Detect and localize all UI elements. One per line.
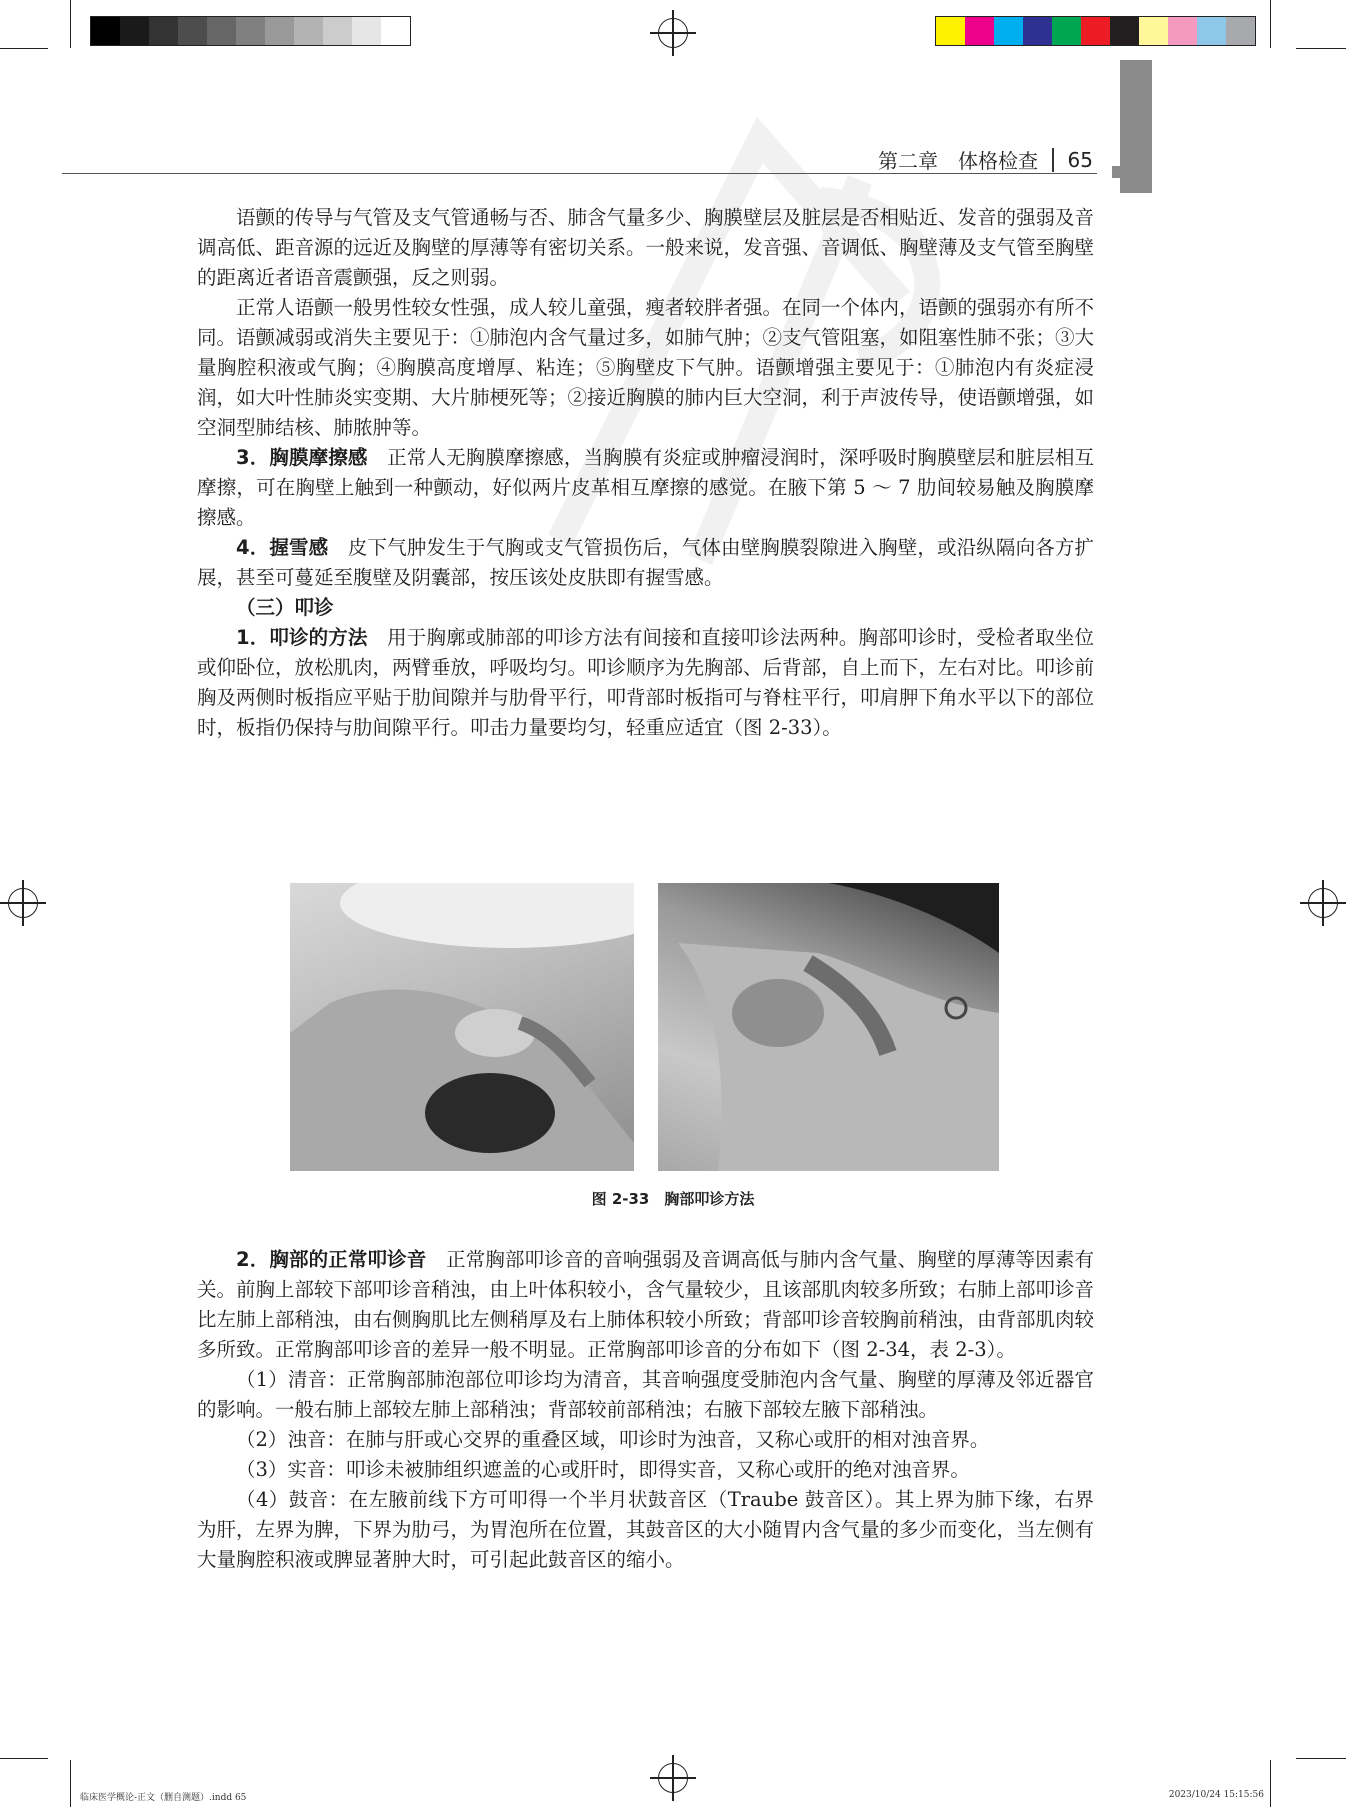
item-text: 正常人无胸膜摩擦感，当胸膜有炎症或肿瘤浸润时，深呼吸时胸膜壁层和脏层相互摩擦，可在胸壁上触到一种颤动，好似两片皮革相互摩擦的感觉。在腋下第 5 ～ 7 肋间较易触及胸膜摩擦感。 <box>197 446 1094 529</box>
header-rule <box>62 173 1097 174</box>
paragraph-item-2 <box>197 1245 1094 1365</box>
gray-swatch <box>323 17 352 45</box>
crop-mark <box>1296 1758 1346 1759</box>
registration-mark-top <box>650 10 696 56</box>
list-item: （2）浊音：在肺与肝或心交界的重叠区域，叩诊时为浊音，又称心或肝的相对浊音界。 <box>236 1428 990 1451</box>
slug-filename: 临床医学概论-正文（删自测题）.indd 65 <box>80 1793 247 1803</box>
gray-swatch <box>91 17 120 45</box>
gray-swatch <box>236 17 265 45</box>
color-swatch <box>936 17 965 45</box>
color-swatch <box>1139 17 1168 45</box>
gray-swatch <box>120 17 149 45</box>
grayscale-bar <box>90 16 411 46</box>
item-heading: 1．叩诊的方法 <box>236 626 368 649</box>
color-swatch <box>1110 17 1139 45</box>
crop-mark <box>1270 0 1271 48</box>
photo-anterior-chest-percussion <box>290 883 634 1171</box>
crop-mark <box>1296 48 1346 49</box>
text-block-lower <box>197 1245 1094 1575</box>
gray-swatch <box>294 17 323 45</box>
color-swatch <box>1081 17 1110 45</box>
paragraph: 语颤的传导与气管及支气管通畅与否、肺含气量多少、胸膜壁层及脏层是否相贴近、发音的强弱及音调高低、距音源的远近及胸壁的厚薄等有密切关系。一般来说，发音强、音调低、胸壁薄及支气管至胸壁的距离近者语音震颤强，反之则弱。 <box>197 206 1095 289</box>
paragraph: 正常人语颤一般男性较女性强，成人较儿童强，瘦者较胖者强。在同一个体内，语颤的强弱亦有所不同。语颤减弱或消失主要见于：①肺泡内含气量过多，如肺气肿；②支气管阻塞，如阻塞性肺不张；③大量胸腔积液或气胸；④胸膜高度增厚、粘连；⑤胸壁皮下气肿。语颤增强主要见于：①肺泡内有炎症浸润，如大叶性肺炎实变期、大片肺梗死等；②接近胸膜的肺内巨大空洞，利于声波传导，使语颤增强，如空洞型肺结核、肺脓肿等。 <box>197 296 1095 439</box>
gray-swatch <box>149 17 178 45</box>
list-item: （3）实音：叩诊未被肺组织遮盖的心或肝时，即得实音，又称心或肝的绝对浊音界。 <box>236 1458 970 1481</box>
figure-caption: 图 2-33 胸部叩诊方法 <box>591 1190 755 1208</box>
list-item: （4）鼓音：在左腋前线下方可叩得一个半月状鼓音区（Traube 鼓音区）。其上界为肺下缘，右界为肝，左界为脾，下界为肋弓，为胃泡所在位置，其鼓音区的大小随胃内含气量的多少而变化，当左侧有大量胸腔积液或脾显著肿大时，可引起此鼓音区的缩小。 <box>197 1488 1095 1571</box>
color-swatch <box>1197 17 1226 45</box>
color-swatch <box>1168 17 1197 45</box>
page-number: 65 <box>1067 147 1093 172</box>
list-item: （1）清音：正常胸部肺泡部位叩诊均为清音，其音响强度受肺泡内含气量、胸壁的厚薄及邻近器官的影响。一般右肺上部较左肺上部稍浊；背部较前部稍浊；右腋下部较左腋下部稍浊。 <box>197 1368 1094 1421</box>
crop-mark <box>0 1758 48 1759</box>
registration-mark-right <box>1300 880 1346 926</box>
text-block-upper <box>197 203 1094 743</box>
color-swatch <box>1023 17 1052 45</box>
gray-swatch <box>352 17 381 45</box>
color-swatch <box>994 17 1023 45</box>
paragraph-item-3 <box>197 443 1094 533</box>
crop-mark <box>1270 1760 1271 1807</box>
item-heading: 2．胸部的正常叩诊音 <box>236 1248 427 1271</box>
slug-timestamp: 2023/10/24 15:15:56 <box>1168 1790 1264 1800</box>
registration-mark-bottom <box>650 1755 696 1801</box>
color-swatch <box>965 17 994 45</box>
paragraph-item-4 <box>197 533 1094 593</box>
photo-posterior-chest-percussion <box>658 883 999 1171</box>
item-text: 正常胸部叩诊音的音响强弱及音调高低与肺内含气量、胸壁的厚薄等因素有关。前胸上部较下部叩诊音稍浊，由上叶体积较小，含气量较少，且该部肌肉较多所致；右肺上部叩诊音比左肺上部稍浊，由右侧胸肌比左侧稍厚及右上肺体积较小所致；背部叩诊音较胸前稍浊，由背部肌肉较多所致。正常胸部叩诊音的差异一般不明显。正常胸部叩诊音的分布如下（图 2-34，表 2-3）。 <box>197 1248 1095 1361</box>
chapter-thumb-tab-nub <box>1112 166 1124 178</box>
section-heading: （三）叩诊 <box>236 596 334 619</box>
gray-swatch <box>265 17 294 45</box>
gray-swatch <box>178 17 207 45</box>
color-bar <box>935 16 1256 46</box>
gray-swatch <box>207 17 236 45</box>
item-text: 皮下气肿发生于气胸或支气管损伤后，气体由壁胸膜裂隙进入胸壁，或沿纵隔向各方扩展，甚至可蔓延至腹壁及阴囊部，按压该处皮肤即有握雪感。 <box>197 536 1094 589</box>
registration-mark-left <box>0 880 46 926</box>
chapter-title: 第二章 体格检查 <box>878 149 1039 173</box>
gray-swatch <box>381 17 410 45</box>
crop-mark <box>70 1760 71 1807</box>
crop-mark <box>70 0 71 48</box>
item-text: 用于胸廓或肺部的叩诊方法有间接和直接叩诊法两种。胸部叩诊时，受检者取坐位或仰卧位，放松肌肉，两臂垂放，呼吸均匀。叩诊顺序为先胸部、后背部，自上而下，左右对比。叩诊前胸及两侧时板指应平贴于肋间隙并与肋骨平行，叩背部时板指可与脊柱平行，叩肩胛下角水平以下的部位时，板指仍保持与肋间隙平行。叩击力量要均匀，轻重应适宜（图 2-33）。 <box>197 626 1095 739</box>
paragraph-item-1 <box>197 623 1094 743</box>
item-heading: 4．握雪感 <box>236 536 329 559</box>
color-swatch <box>1052 17 1081 45</box>
item-heading: 3．胸膜摩擦感 <box>236 446 368 469</box>
running-header <box>878 145 1093 174</box>
crop-mark <box>0 48 48 49</box>
chapter-thumb-tab <box>1120 60 1152 193</box>
header-separator <box>1052 148 1054 172</box>
color-swatch <box>1226 17 1255 45</box>
